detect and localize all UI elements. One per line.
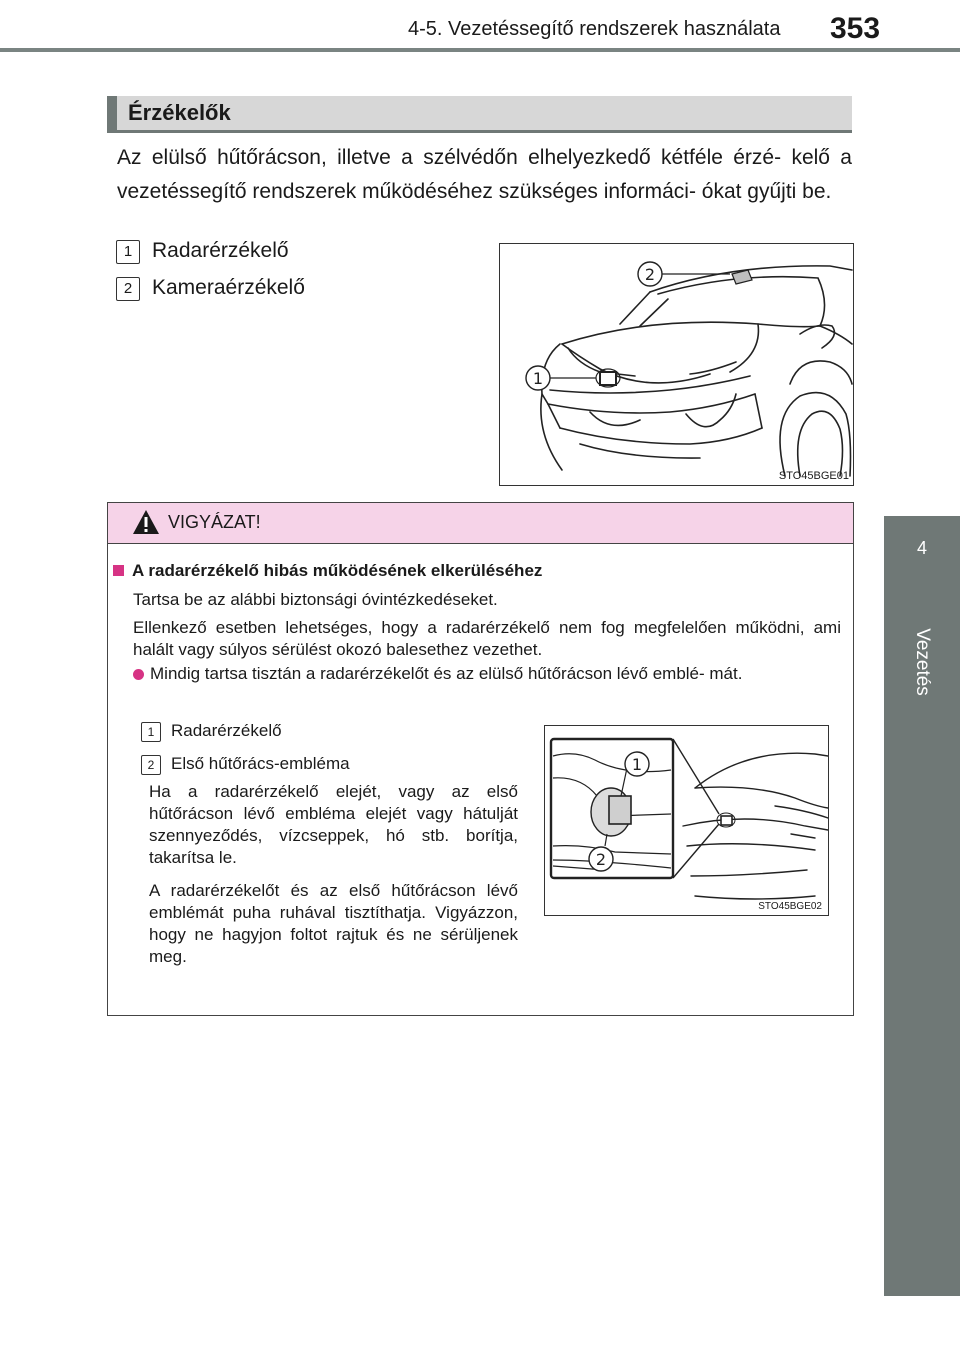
warning-triangle-icon (132, 509, 160, 535)
list-number: 2 (116, 277, 140, 301)
side-tab-label: Vezetés (912, 628, 933, 696)
emblem-closeup-illustration (545, 726, 828, 915)
list-item-label: Első hűtőrács-embléma (171, 754, 350, 773)
car-sensor-figure (499, 243, 854, 486)
figure1-callout: 1 (532, 369, 544, 388)
radar-emblem-figure (544, 725, 829, 916)
list-item-label: Radarérzékelő (152, 239, 289, 262)
header-divider (0, 48, 960, 52)
car-front-illustration (500, 244, 853, 485)
subheading-square-icon (113, 565, 124, 576)
figure1-callout: 2 (644, 265, 656, 284)
warning-bullet: Mindig tartsa tisztán a radarérzékelőt és az elülső hűtőrácson lévő emblé- mát. (150, 664, 743, 683)
figure2-callout: 1 (631, 755, 643, 774)
list-number: 2 (141, 755, 161, 775)
bullet-dot-icon (133, 669, 144, 680)
warning-paragraph: Ellenkező esetben lehetséges, hogy a radarérzékelő nem fog megfelelően működni, ami halált vagy súlyos sérülést okozó balesethez vezethet. (133, 618, 841, 659)
warning-line: Tartsa be az alábbi biztonsági óvintézkedéseket. (133, 590, 498, 609)
figure-code: STO45BGE01 (778, 470, 849, 482)
side-tab-number: 4 (916, 538, 927, 558)
cleaning-paragraph: Ha a radarérzékelő elejét, vagy az első hűtőrácson lévő embléma elejét vagy hátulját szennyeződés, vízcseppek, hó stb. borítja, takarítsa le. (149, 782, 518, 867)
chapter-side-tab (884, 516, 960, 1296)
section-title: Érzékelők (128, 100, 231, 125)
chapter-title: 4-5. Vezetéssegítő rendszerek használata (408, 18, 781, 40)
list-number: 1 (116, 240, 140, 264)
figure-code: STO45BGE02 (758, 901, 822, 912)
cleaning-paragraph: A radarérzékelőt és az első hűtőrácson lévő emblémát puha ruhával tisztíthatja. Vigyázzon, hogy ne hagyjon foltot rajtuk és ne sérüljenek meg. (149, 881, 518, 966)
intro-paragraph: Az elülső hűtőrácson, illetve a szélvédőn elhelyezkedő kétféle érzé- kelő a vezetéssegítő rendszerek működéséhez szükséges informáci- ókat gyűjti be. (117, 146, 852, 203)
list-item-label: Kameraérzékelő (152, 276, 305, 299)
warning-subtitle: A radarérzékelő hibás működésének elkerüléséhez (132, 561, 543, 580)
figure2-callout: 2 (595, 850, 607, 869)
section-heading-accent (107, 96, 117, 133)
list-item-label: Radarérzékelő (171, 721, 282, 740)
list-number: 1 (141, 722, 161, 742)
warning-title: VIGYÁZAT! (168, 512, 261, 532)
page-number: 353 (830, 12, 881, 45)
warning-header (108, 503, 853, 544)
